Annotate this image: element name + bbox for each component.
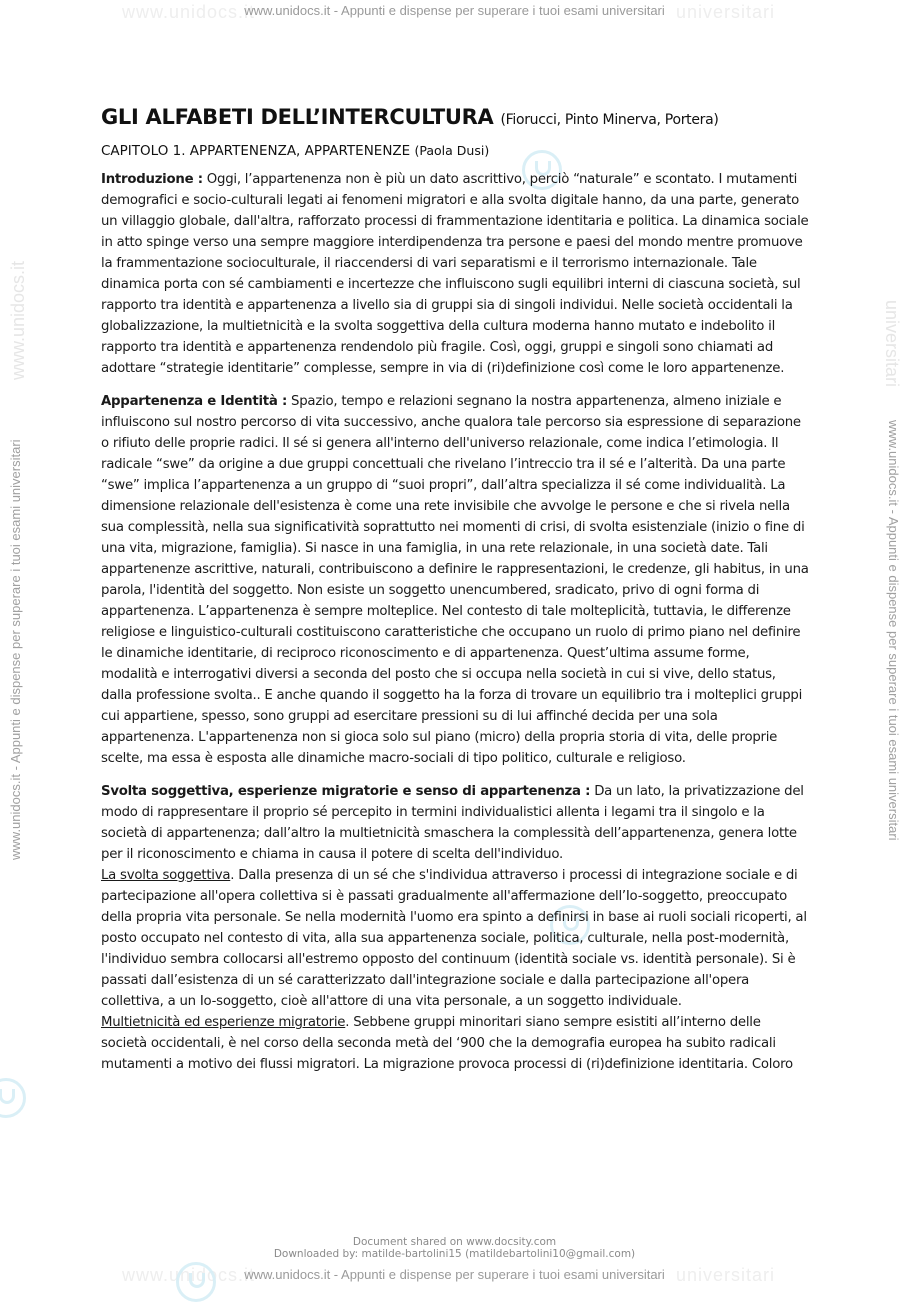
document-title xyxy=(101,105,809,129)
section-heading: Introduzione : xyxy=(101,172,203,187)
chapter-author: (Paola Dusi) xyxy=(414,143,490,158)
section-text: Spazio, tempo e relazioni segnano la nostra appartenenza, almeno iniziale e influiscono sul nostro percorso di vita successivo, anche qualora tale percorso sia espressione di separazione o rifiuto delle proprie radici. Il sé si genera all'interno dell'universo relazionale, come indica l’etimologia. Il radicale “swe” da origine a due gruppi concettuali che rivelano l’intreccio tra il sé e l’alterità. Da una parte “swe” implica l’appartenenza a un gruppo di “suoi propri”, dall’altra specializza il sé come individualità. La dimensione relazionale dell'esistenza è come una rete invisibile che avvolge le persone e che si rivela nella sua complessità, nella sua significatività soprattutto nei momenti di crisi, di svolta esistenziale (inizio o fine di una vita, migrazione, famiglia). Si nasce in una famiglia, in una rete relazionale, in una società date. Tali appartenenze ascrittive, naturali, contribuiscono a definire le rappresentazioni, le credenze, gli habitus, in una parola, l'identità del soggetto. Non esiste un soggetto unencumbered, sradicato, privo di ogni forma di appartenenza. L’appartenenza è sempre molteplice. Nel contesto di tale molteplicità, tuttavia, le differenze religiose e linguistico-culturali costituiscono caratteristiche che occupano un ruolo di primo piano nel definire le dinamiche identitarie, di reciproco riconoscimento e di appartenenza. Quest’ultima assume forme, modalità e interrogativi diversi a seconda del posto che si occupa nella società in cui si vive, dello status, dalla professione svolta.. E anche quando il soggetto ha la forza di trovare un equilibrio tra i molteplici gruppi cui appartiene, spesso, sono gruppi ad esercitare pressioni su di lui affinché decida per una sola appartenenza. L'appartenenza non si gioca solo sul piano (micro) della propria storia di vita, delle proprie scelte, ma essa è esposta alle dinamiche macro-sociali di tipo politico, culturale e religioso. xyxy=(101,394,809,766)
ghost-watermark: www.unidocs.it xyxy=(122,1265,256,1285)
chapter-heading xyxy=(101,143,809,159)
document-page xyxy=(101,105,809,1075)
section-paragraph xyxy=(101,781,809,1075)
docsity-footer xyxy=(0,1236,909,1260)
subsection-text: . Dalla presenza di un sé che s'individua attraverso i processi di integrazione sociale e di partecipazione all'opera collettiva si è passati gradualmente all'affermazione dell’Io-soggetto, preoccupato della propria vita personale. Se nella modernità l'uomo era spinto a definirsi in base ai ruoli sociali ricoperti, al posto occupato nel contesto di vita, alla sua appartenenza sociale, politica, culturale, nella post-modernità, l'individuo sembra collocarsi all'estremo opposto del continuum (identità sociale vs. identità personale). Si è passati dall’esistenza di un sé caratterizzato dall'integrazione sociale e dalla partecipazione all'opera collettiva, a un Io-soggetto, cioè all'attore di una vita personale, a un soggetto individuale. xyxy=(101,868,807,1009)
ghost-watermark-right: universitari xyxy=(882,300,902,388)
watermark-top: www.unidocs.it - Appunti e dispense per superare i tuoi esami universitari xyxy=(244,3,665,18)
subsection-heading: La svolta soggettiva xyxy=(101,868,231,883)
watermark-bottom: www.unidocs.it - Appunti e dispense per superare i tuoi esami universitari xyxy=(244,1267,665,1282)
section-paragraph xyxy=(101,391,809,769)
ghost-watermark: universitari xyxy=(676,2,776,22)
section-text: Oggi, l’appartenenza non è più un dato ascrittivo, perciò “naturale” e scontato. I mutamenti demografici e socio-culturali legati ai fenomeni migratori e alla svolta digitale hanno, da una parte, generato un villaggio globale, dall'altra, rafforzato processi di frammentazione identitaria e politica. La dinamica sociale in atto spinge verso una sempre maggiore interdipendenza tra persone e paesi del mondo mentre promuove la frammentazione socioculturale, il riaccendersi di vari separatismi e il terrorismo internazionale. Tale dinamica porta con sé cambiamenti e incertezze che influiscono sugli equilibri interni di ciascuna società, sul rapporto tra identità e appartenenza a livello sia di gruppi sia di singoli individui. Nelle società occidentali la globalizzazione, la multietnicità e la svolta soggettiva della cultura moderna hanno mutato e indebolito il rapporto tra identità e appartenenza rendendolo più fragile. Così, oggi, gruppi e singoli sono chiamati ad adottare “strategie identitarie” complesse, sempre in via di (ri)definizione così come le loro appartenenze. xyxy=(101,172,809,376)
footer-download-line: Downloaded by: matilde-bartolini15 (matildebartolini10@gmail.com) xyxy=(273,1248,636,1260)
footer-shared-line: Document shared on www.docsity.com xyxy=(352,1236,557,1248)
ghost-watermark-left: www.unidocs.it xyxy=(8,260,28,380)
section-heading: Svolta soggettiva, esperienze migratorie e senso di appartenenza : xyxy=(101,784,591,799)
subsection-heading: Multietnicità ed esperienze migratorie xyxy=(101,1015,346,1030)
unidocs-logo-icon xyxy=(0,1078,26,1118)
chapter-title: CAPITOLO 1. APPARTENENZA, APPARTENENZE xyxy=(101,143,411,159)
ghost-watermark: www.unidocs.it xyxy=(122,2,256,22)
ghost-watermark: universitari xyxy=(676,1265,776,1285)
watermark-left: www.unidocs.it - Appunti e dispense per superare i tuoi esami universitari xyxy=(8,439,23,860)
section-text: Da un lato, la privatizzazione del modo di rappresentare il proprio sé percepito in termini individualistici allenta i legami tra il singolo e la società di appartenenza; dall’altro la multietnicità smaschera la complessità dell’appartenenza, genera lotte per il riconoscimento e chiama in causa il potere di scelta dell'individuo. xyxy=(101,784,804,862)
section-paragraph xyxy=(101,169,809,379)
section-heading: Appartenenza e Identità : xyxy=(101,394,288,409)
subsection-text: . Sebbene gruppi minoritari siano sempre esistiti all’interno delle società occidentali, è nel corso della seconda metà del ‘900 che la demografia europea ha subito radicali mutamenti a motivo dei flussi migratori. La migrazione provoca processi di (ri)definizione identitaria. Coloro xyxy=(101,1015,793,1072)
title-authors: (Fiorucci, Pinto Minerva, Portera) xyxy=(500,112,719,128)
unidocs-logo-icon xyxy=(176,1262,216,1302)
watermark-right: www.unidocs.it - Appunti e dispense per superare i tuoi esami universitari xyxy=(886,420,901,841)
title-main: GLI ALFABETI DELL’INTERCULTURA xyxy=(101,105,494,129)
